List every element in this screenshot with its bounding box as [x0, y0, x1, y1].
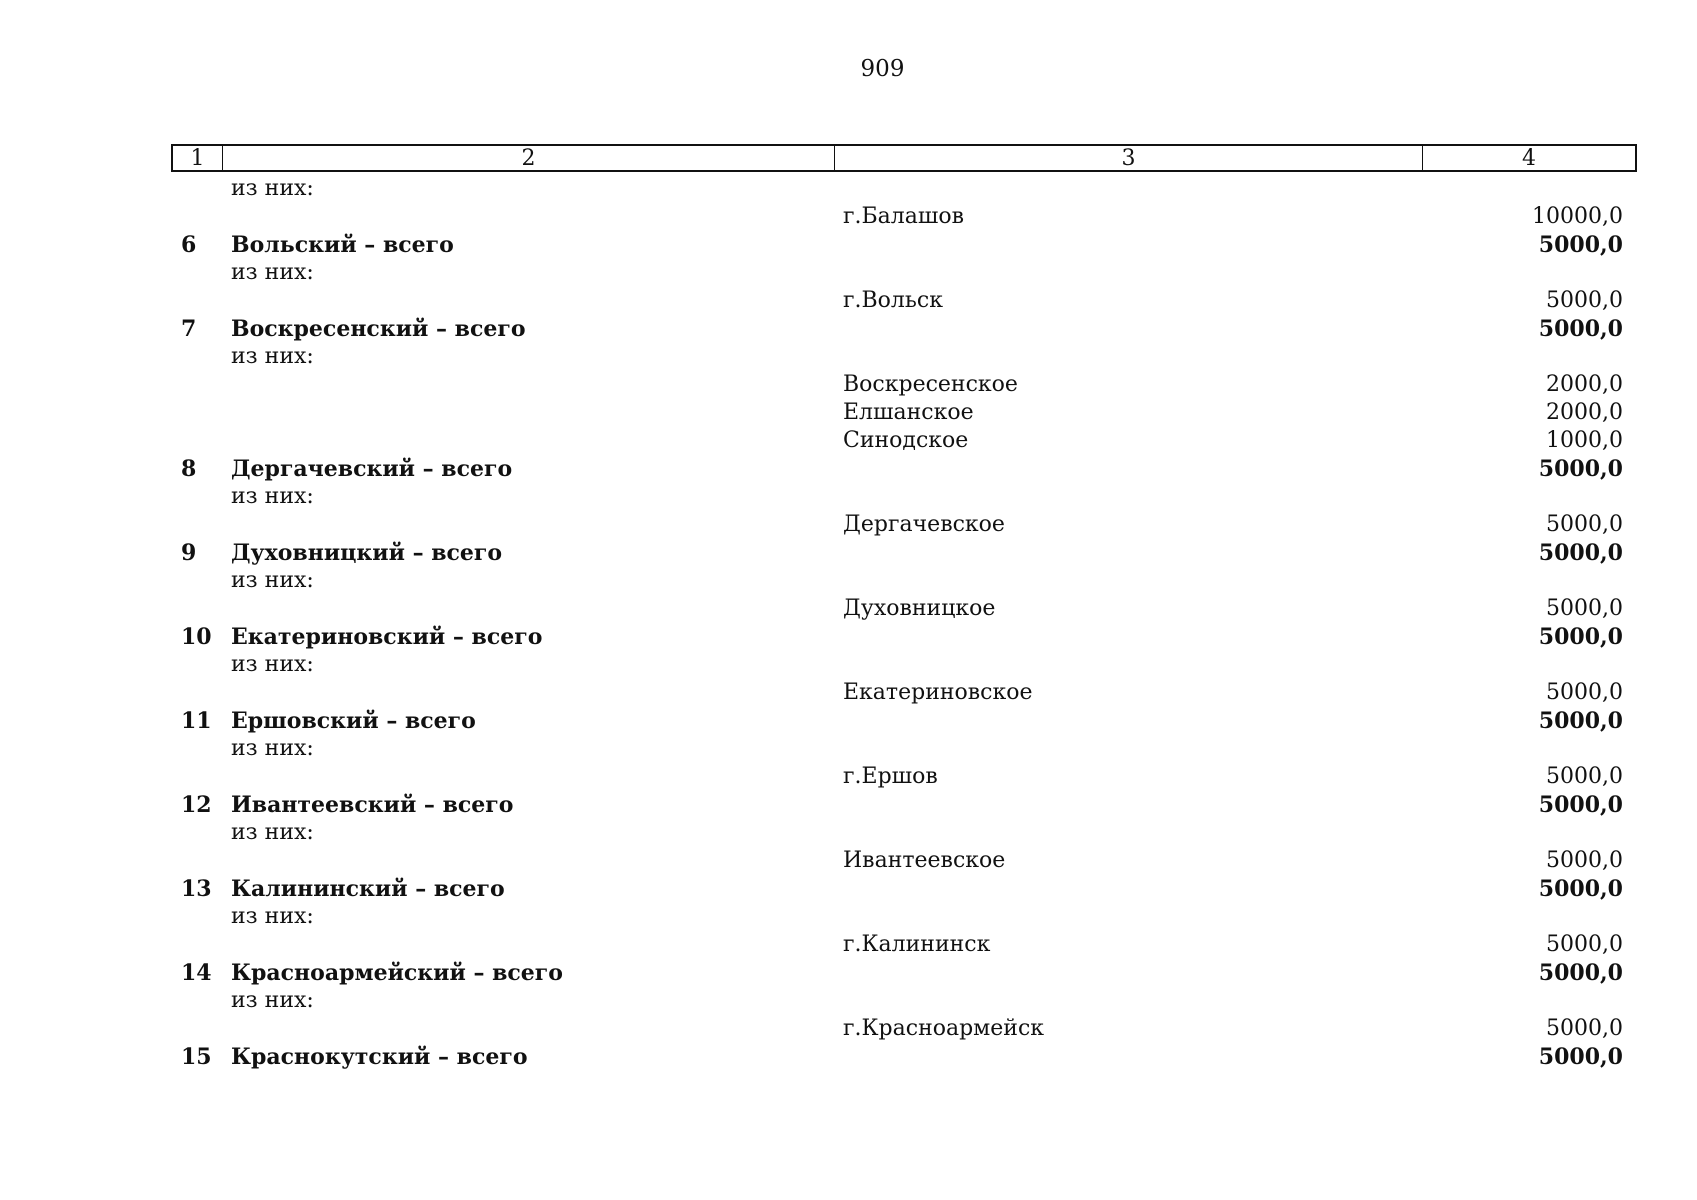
- district-name: Воскресенский – всего: [231, 316, 526, 342]
- subheading-row: [171, 175, 1637, 203]
- row-number: 8: [181, 456, 197, 482]
- table-header: [171, 144, 1637, 172]
- district-row: [171, 1043, 1637, 1071]
- district-name: из них:: [231, 568, 314, 593]
- district-name: Калининский – всего: [231, 876, 505, 902]
- settlement-row: [171, 287, 1637, 315]
- subheading-row: [171, 483, 1637, 511]
- settlement-name: Дергачевское: [843, 512, 1005, 537]
- row-number: 15: [181, 1044, 212, 1070]
- district-name: Красноармейский – всего: [231, 960, 563, 986]
- district-row: [171, 455, 1637, 483]
- district-name: Духовницкий – всего: [231, 540, 503, 566]
- settlement-row: [171, 1015, 1637, 1043]
- district-name: из них:: [231, 484, 314, 509]
- settlement-row: [171, 763, 1637, 791]
- district-name: из них:: [231, 820, 314, 845]
- district-name: Краснокутский – всего: [231, 1044, 528, 1070]
- row-number: 14: [181, 960, 212, 986]
- settlement-name: Ивантеевское: [843, 848, 1006, 873]
- settlement-name: Духовницкое: [843, 596, 996, 621]
- subheading-row: [171, 987, 1637, 1015]
- header-cell-4: 4: [1522, 146, 1536, 171]
- district-name: Екатериновский – всего: [231, 624, 543, 650]
- district-name: из них:: [231, 176, 314, 201]
- district-row: [171, 539, 1637, 567]
- amount-value: 5000,0: [1538, 540, 1623, 566]
- subheading-row: [171, 343, 1637, 371]
- district-name: из них:: [231, 736, 314, 761]
- subheading-row: [171, 259, 1637, 287]
- amount-value: 5000,0: [1538, 316, 1623, 342]
- amount-value: 5000,0: [1546, 596, 1623, 621]
- settlement-row: [171, 203, 1637, 231]
- settlement-row: [171, 931, 1637, 959]
- district-row: [171, 623, 1637, 651]
- amount-value: 5000,0: [1538, 708, 1623, 734]
- settlement-name: Екатериновское: [843, 680, 1033, 705]
- amount-value: 5000,0: [1538, 456, 1623, 482]
- row-number: 13: [181, 876, 212, 902]
- district-name: из них:: [231, 988, 314, 1013]
- amount-value: 5000,0: [1546, 1016, 1623, 1041]
- amount-value: 10000,0: [1532, 204, 1623, 229]
- row-number: 12: [181, 792, 212, 818]
- header-cell-1: 1: [173, 146, 223, 170]
- district-name: Ивантеевский – всего: [231, 792, 514, 818]
- settlement-name: Елшанское: [843, 400, 974, 425]
- amount-value: 5000,0: [1546, 848, 1623, 873]
- settlement-row: [171, 511, 1637, 539]
- amount-value: 5000,0: [1538, 960, 1623, 986]
- district-row: [171, 875, 1637, 903]
- settlement-row: [171, 679, 1637, 707]
- district-name: из них:: [231, 344, 314, 369]
- amount-value: 5000,0: [1538, 232, 1623, 258]
- settlement-name: г.Ершов: [843, 764, 938, 789]
- district-name: из них:: [231, 260, 314, 285]
- settlement-row: [171, 399, 1637, 427]
- district-name: из них:: [231, 652, 314, 677]
- amount-value: 5000,0: [1538, 1044, 1623, 1070]
- district-name: Ершовский – всего: [231, 708, 476, 734]
- subheading-row: [171, 819, 1637, 847]
- settlement-row: [171, 595, 1637, 623]
- settlement-name: Синодское: [843, 428, 969, 453]
- row-number: 10: [181, 624, 212, 650]
- subheading-row: [171, 567, 1637, 595]
- subheading-row: [171, 651, 1637, 679]
- settlement-name: г.Красноармейск: [843, 1016, 1045, 1041]
- table-body: [171, 175, 1637, 1071]
- amount-value: 1000,0: [1546, 428, 1623, 453]
- district-name: из них:: [231, 904, 314, 929]
- district-row: [171, 315, 1637, 343]
- amount-value: 5000,0: [1538, 624, 1623, 650]
- settlement-row: [171, 427, 1637, 455]
- row-number: 9: [181, 540, 197, 566]
- amount-value: 5000,0: [1546, 932, 1623, 957]
- settlement-row: [171, 847, 1637, 875]
- district-row: [171, 707, 1637, 735]
- row-number: 6: [181, 232, 197, 258]
- settlement-name: г.Балашов: [843, 204, 964, 229]
- amount-value: 5000,0: [1546, 288, 1623, 313]
- subheading-row: [171, 735, 1637, 763]
- settlement-name: г.Калининск: [843, 932, 991, 957]
- subheading-row: [171, 903, 1637, 931]
- district-name: Дергачевский – всего: [231, 456, 513, 482]
- row-number: 11: [181, 708, 212, 734]
- row-number: 7: [181, 316, 197, 342]
- settlement-name: г.Вольск: [843, 288, 943, 313]
- page-number: 909: [860, 56, 905, 82]
- settlement-name: Воскресенское: [843, 372, 1018, 397]
- district-row: [171, 791, 1637, 819]
- amount-value: 5000,0: [1538, 876, 1623, 902]
- district-row: [171, 231, 1637, 259]
- header-cell-3: 3: [835, 146, 1423, 170]
- district-row: [171, 959, 1637, 987]
- amount-value: 5000,0: [1538, 792, 1623, 818]
- amount-value: 5000,0: [1546, 512, 1623, 537]
- settlement-row: [171, 371, 1637, 399]
- amount-value: 5000,0: [1546, 764, 1623, 789]
- amount-value: 5000,0: [1546, 680, 1623, 705]
- amount-value: 2000,0: [1546, 400, 1623, 425]
- amount-value: 2000,0: [1546, 372, 1623, 397]
- district-name: Вольский – всего: [231, 232, 454, 258]
- header-cell-2: 2: [223, 146, 835, 170]
